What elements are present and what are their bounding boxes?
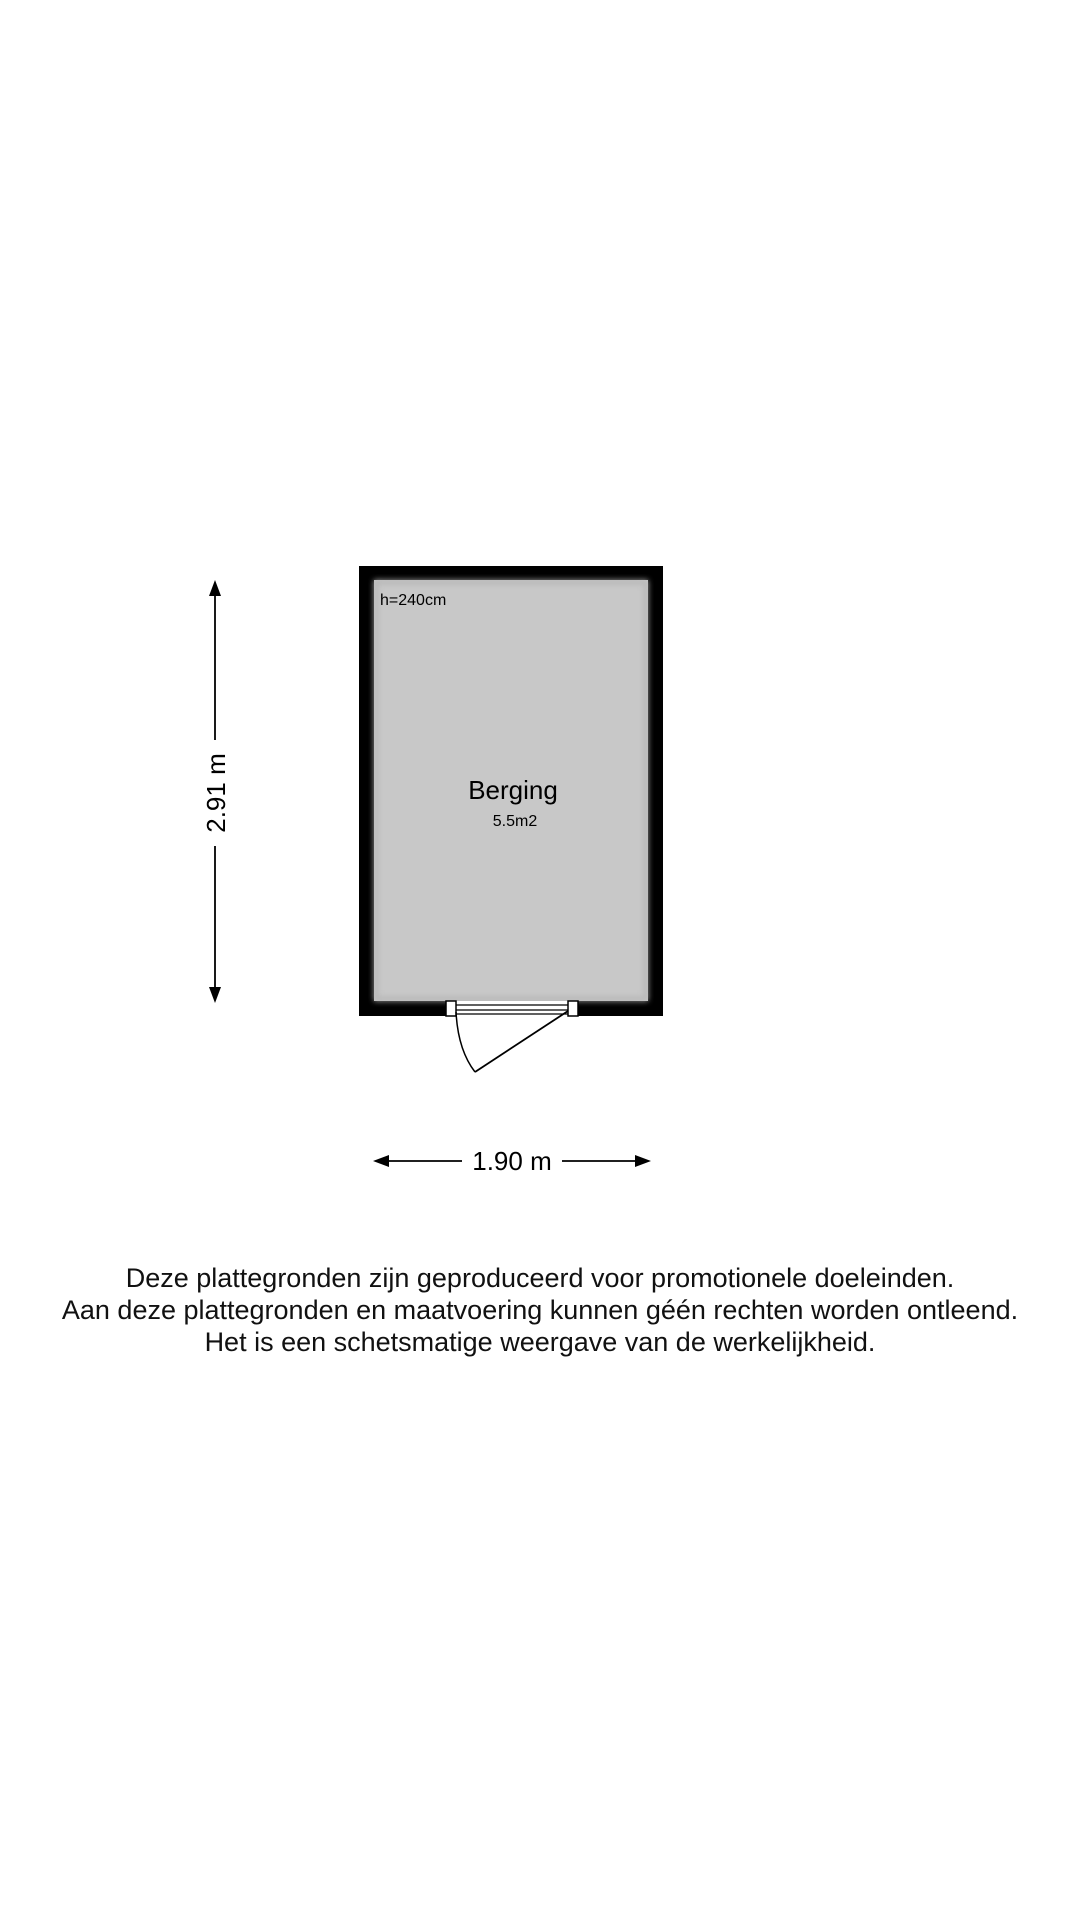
width-dimension <box>373 1146 651 1176</box>
room-area-label: 5.5m2 <box>492 813 538 830</box>
door-frame-right <box>568 1001 578 1016</box>
width-dimension-label: 1.90 m <box>472 1146 552 1176</box>
arrowhead-right-icon <box>635 1155 651 1167</box>
door-frame-left <box>446 1001 456 1016</box>
room-height-label: h=240cm <box>380 592 447 609</box>
door-leaf <box>475 1011 568 1072</box>
arrowhead-left-icon <box>373 1155 389 1167</box>
length-dimension <box>201 580 231 1003</box>
room-name-label: Berging <box>468 775 558 805</box>
disclaimer-line: Aan deze plattegronden en maatvoering kunnen géén rechten worden ontleend. <box>61 1295 1019 1325</box>
door-swing-arc <box>456 1012 475 1072</box>
length-dimension-label: 2.91 m <box>201 753 231 833</box>
disclaimer-text <box>0 1262 1080 1358</box>
disclaimer-line: Het is een schetsmatige weergave van de werkelijkheid. <box>204 1327 876 1357</box>
arrowhead-up-icon <box>209 580 221 596</box>
disclaimer-line: Deze plattegronden zijn geproduceerd voor promotionele doeleinden. <box>125 1263 955 1293</box>
arrowhead-down-icon <box>209 987 221 1003</box>
